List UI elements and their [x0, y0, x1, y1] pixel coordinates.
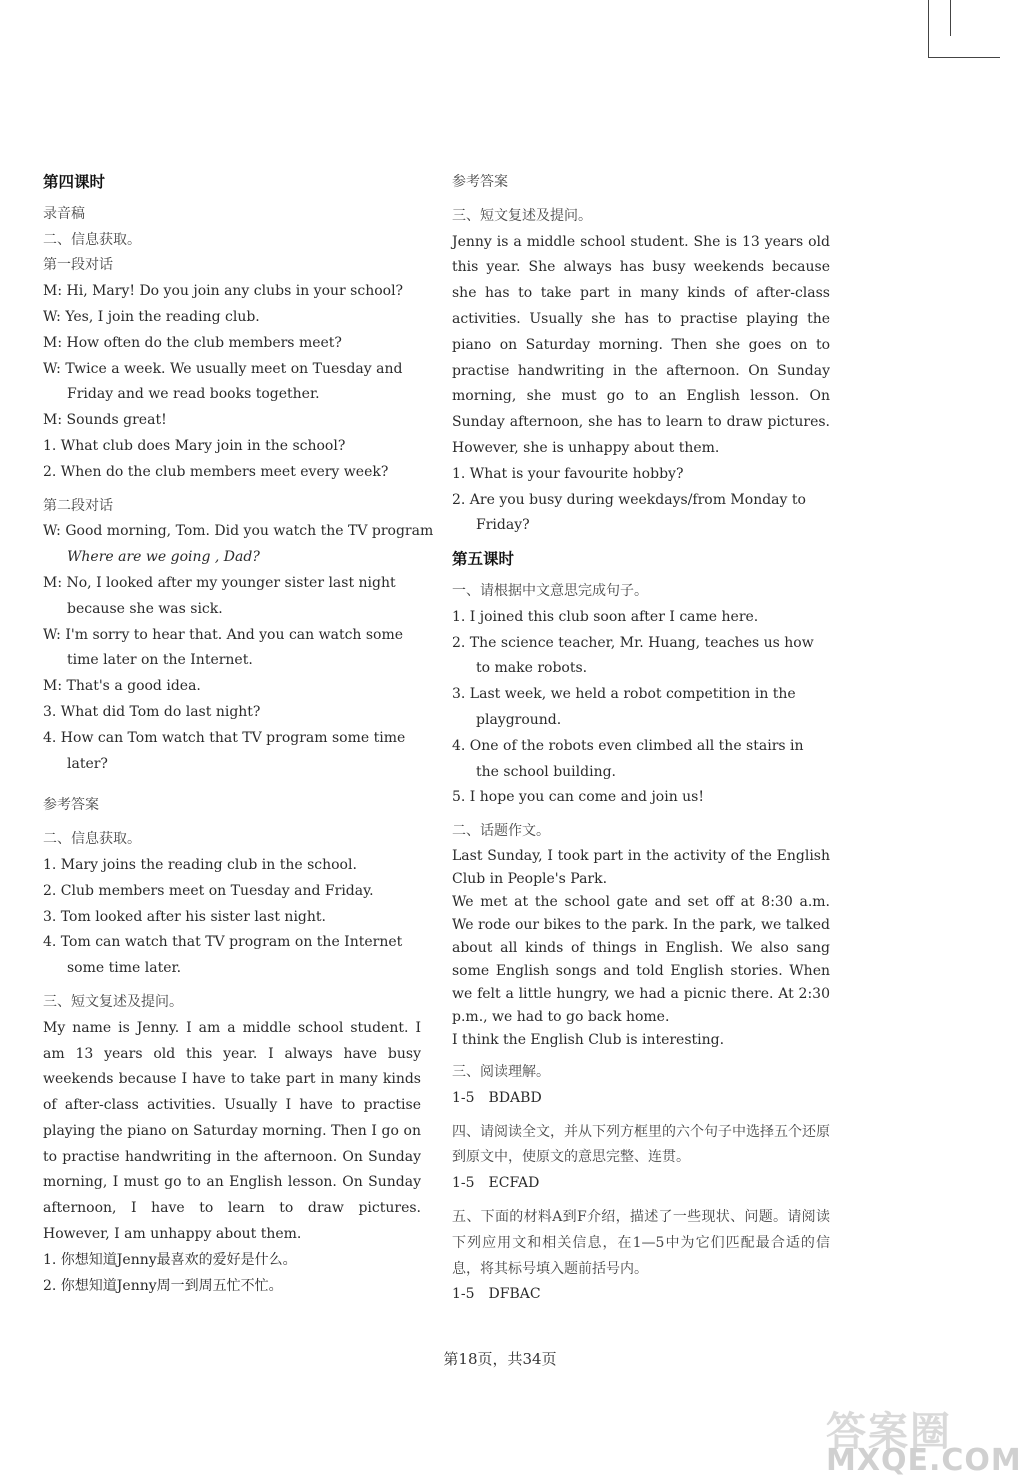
page-number: 第18页，共34页: [443, 1350, 557, 1368]
dialogue1-label: 第一段对话: [43, 257, 113, 274]
dialogue-line: W: Good morning, Tom. Did you watch the TV program: [43, 523, 434, 540]
dialogue-line: W: Twice a week. We usually meet on Tuesday and Friday and we read books together.: [43, 360, 403, 403]
s5-part4-title: 四、请阅读全文，并从下列方框里的六个句子中选择五个还原到原文中，使原文的意思完整、连贯。: [452, 1123, 830, 1166]
question-line: 2. 你想知道Jenny周一到周五忙不忙。: [43, 1277, 283, 1294]
question-line: 2. Are you busy during weekdays/from Monday to Friday?: [452, 491, 806, 534]
s5-part2-title: 二、话题作文。: [452, 823, 550, 840]
dialogue-line: M: Hi, Mary! Do you join any clubs in your school?: [43, 283, 404, 300]
question-line: 1. 你想知道Jenny最喜欢的爱好是什么。: [43, 1251, 297, 1268]
dialogue-line: W: I'm sorry to hear that. And you can watch some time later on the Internet.: [43, 626, 404, 669]
part3-title: 三、短文复述及提问。: [43, 993, 183, 1010]
question-line: 2. When do the club members meet every week?: [43, 463, 389, 480]
question-line: 1. What is your favourite hobby?: [452, 465, 684, 482]
question-line: 3. What did Tom do last night?: [43, 703, 261, 720]
sentence-line: 2. The science teacher, Mr. Huang, teaches us how to make robots.: [452, 634, 814, 677]
crop-mark-vertical: [928, 0, 929, 58]
dialogue-line: W: Yes, I join the reading club.: [43, 308, 260, 325]
dialogue-line: M: Sounds great!: [43, 412, 167, 429]
left-column: [43, 170, 434, 1299]
crop-mark-horizontal: [928, 57, 1000, 58]
part3-title: 三、短文复述及提问。: [452, 207, 592, 224]
dialogue-line: M: That's a good idea.: [43, 678, 201, 695]
answer-line: 3. Tom looked after his sister last night.: [43, 908, 326, 925]
part3-passage: My name is Jenny. I am a middle school student. I am 13 years old this year. I always have busy weekends because I have to take part in many kinds of after-class activities. Usually I have to practise playing the piano on Saturday morning. Then I go on to practise handwriting in the afternoon. On Sunday morning, I must go to an English lesson. On Sunday afternoon, I have to learn to draw pictures. However, I am unhappy about them.: [43, 1019, 421, 1243]
part3-passage: Jenny is a middle school student. She is 13 years old this year. She always has busy weekends because she has to take part in many kinds of after-class activities. Usually she has to practise playing the piano on Saturday morning. Then she goes on to practise handwriting in the afternoon. On Sunday morning, she must go to an English lesson. On Sunday afternoon, she has to learn to draw pictures. However, she is unhappy about them.: [452, 233, 830, 456]
answer-line: 1. Mary joins the reading club in the school.: [43, 856, 357, 873]
dialogue-line: M: How often do the club members meet?: [43, 334, 342, 351]
s5-part3-answer: 1-5 BDABD: [452, 1089, 542, 1106]
s5-part1-title: 一、请根据中文意思完成句子。: [452, 582, 648, 599]
sentence-line: 3. Last week, we held a robot competition in the playground.: [452, 686, 796, 728]
s5-part3-title: 三、阅读理解。: [452, 1063, 550, 1080]
s5-part5-answer: 1-5 DFBAC: [452, 1286, 541, 1303]
tv-program-title: Where are we going , Dad?: [67, 549, 260, 566]
dialogue-line: M: No, I looked after my younger sister last night because she was sick.: [43, 574, 396, 617]
dialogue2-label: 第二段对话: [43, 497, 113, 514]
answer-line: 2. Club members meet on Tuesday and Friday.: [43, 882, 374, 899]
sentence-line: 5. I hope you can come and join us!: [452, 789, 704, 806]
question-line: 1. What club does Mary join in the school?: [43, 437, 346, 454]
sentence-line: 4. One of the robots even climbed all the stairs in the school building.: [452, 737, 804, 780]
answers-part2-title: 二、信息获取。: [43, 831, 141, 848]
watermark: [826, 1400, 1022, 1478]
s5-part4-answer: 1-5 ECFAD: [452, 1175, 540, 1192]
essay-paragraph: We met at the school gate and set off at 8:30 a.m. We rode our bikes to the park. In the park, we talked about all kinds of things in English. We also sang some English songs and told English stories. When we felt a little hungry, we had a picnic there. At 2:30 p.m., we had to go back home.: [452, 893, 830, 1025]
answers-label: 参考答案: [43, 797, 99, 814]
watermark-url: MXQE.COM: [826, 1443, 1022, 1478]
answer-line: 4. Tom can watch that TV program on the Internet some time later.: [43, 934, 403, 977]
watermark-text: 答案圈: [826, 1409, 952, 1455]
question-line: 4. How can Tom watch that TV program some time later?: [43, 729, 406, 772]
essay-paragraph: I think the English Club is interesting.: [452, 1031, 725, 1048]
answers-label: 参考答案: [452, 174, 508, 190]
section-title-5: 第五课时: [452, 550, 515, 569]
part2-title: 二、信息获取。: [43, 231, 141, 248]
s5-part5-title: 五、下面的材料A到F介绍，描述了一些现状、问题。请阅读下列应用文和相关信息，在1—5中为它们匹配最合适的信息，将其标号填入题前括号内。: [452, 1208, 830, 1277]
crop-mark-vertical-2: [950, 0, 951, 36]
sentence-line: 1. I joined this club soon after I came here.: [452, 608, 759, 625]
right-column: [452, 170, 830, 1308]
transcript-label: 录音稿: [43, 205, 85, 222]
essay-paragraph: Last Sunday, I took part in the activity of the English Club in People's Park.: [452, 847, 830, 887]
section-title-4: 第四课时: [43, 173, 106, 191]
